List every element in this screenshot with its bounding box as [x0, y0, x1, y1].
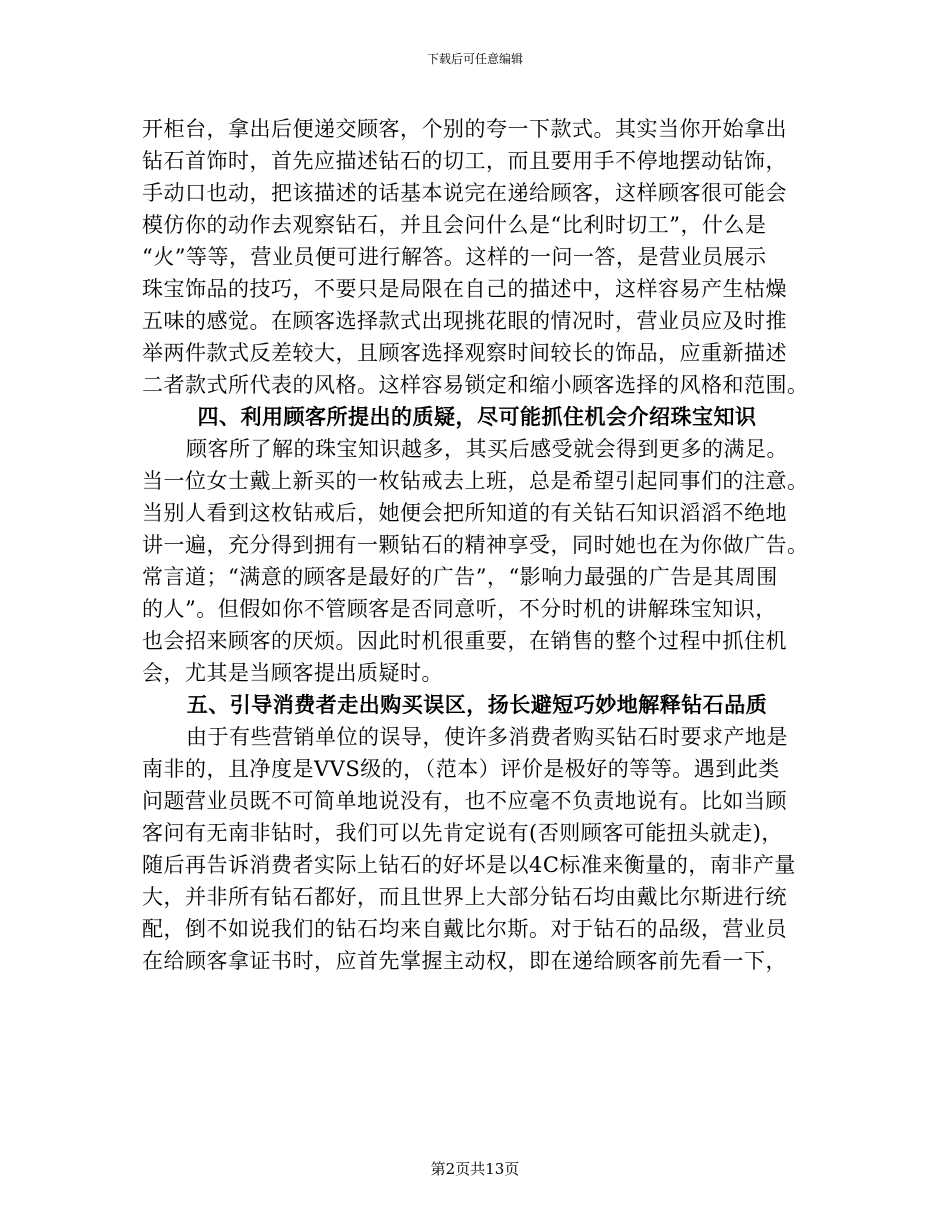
paragraph-line: 的人”。但假如你不管顾客是否同意听，不分时机的讲解珠宝知识， [142, 597, 777, 621]
paragraph-line: 随后再告诉消费者实际上钻石的好坏是以4C标准来衡量的，南非产量 [142, 853, 796, 877]
paragraph-line: 手动口也动，把该描述的话基本说完在递给顾客，这样顾客很可能会 [142, 181, 787, 205]
paragraph-line: 当别人看到这枚钻戒后，她便会把所知道的有关钻石知识滔滔不绝地 [142, 501, 787, 525]
paragraph-line: 珠宝饰品的技巧，不要只是局限在自己的描述中，这样容易产生枯燥 [142, 277, 787, 301]
section-heading: 四、利用顾客所提出的质疑，尽可能抓住机会介绍珠宝知识 [197, 404, 757, 429]
paragraph-line: 开柜台，拿出后便递交顾客，个别的夸一下款式。其实当你开始拿出 [142, 117, 787, 141]
paragraph-line: 问题营业员既不可简单地说没有，也不应毫不负责地说有。比如当顾 [142, 789, 787, 813]
paragraph-line: 南非的，且净度是VVS级的，（范本）评价是极好的等等。遇到此类 [142, 757, 780, 781]
paragraph-line: 当一位女士戴上新买的一枚钻戒去上班，总是希望引起同事们的注意。 [142, 469, 809, 493]
paragraph-line: 配，倒不如说我们的钻石均来自戴比尔斯。对于钻石的品级，营业员 [142, 917, 787, 941]
paragraph-line: 大，并非所有钻石都好，而且世界上大部分钻石均由戴比尔斯进行统 [142, 885, 787, 909]
paragraph-line: 举两件款式反差较大，且顾客选择观察时间较长的饰品，应重新描述 [142, 341, 787, 365]
paragraph-line: 也会招来顾客的厌烦。因此时机很重要，在销售的整个过程中抓住机 [142, 629, 787, 653]
page-header: 下载后可任意编辑 [426, 52, 523, 66]
paragraph-line: 讲一遍，充分得到拥有一颗钻石的精神享受，同时她也在为你做广告。 [142, 533, 809, 557]
paragraph-line: 客问有无南非钻时，我们可以先肯定说有(否则顾客可能扭头就走)， [142, 821, 783, 845]
paragraph-line: 钻石首饰时，首先应描述钻石的切工，而且要用手不停地摆动钻饰， [142, 149, 787, 173]
paragraph-line: 二者款式所代表的风格。这样容易锁定和缩小顾客选择的风格和范围。 [142, 373, 809, 397]
document-body [142, 113, 812, 977]
section-heading: 五、引导消费者走出购买误区，扬长避短巧妙地解释钻石品质 [186, 692, 768, 717]
paragraph-line: 常言道；“满意的顾客是最好的广告”，“影响力最强的广告是其周围 [142, 565, 778, 589]
paragraph-line: 五味的感觉。在顾客选择款式出现挑花眼的情况时，营业员应及时推 [142, 309, 787, 333]
paragraph-line: 在给顾客拿证书时，应首先掌握主动权，即在递给顾客前先看一下， [142, 949, 787, 973]
paragraph-line: 会，尤其是当顾客提出质疑时。 [142, 661, 443, 685]
paragraph-line: 顾客所了解的珠宝知识越多，其买后感受就会得到更多的满足。 [186, 437, 788, 461]
paragraph-line: “火”等等，营业员便可进行解答。这样的一问一答，是营业员展示 [142, 245, 767, 269]
page-footer: 第2页共13页 [430, 1160, 520, 1178]
paragraph-line: 模仿你的动作去观察钻石，并且会问什么是“比利时切工”，什么是 [142, 213, 767, 237]
paragraph-line: 由于有些营销单位的误导，使许多消费者购买钻石时要求产地是 [186, 725, 788, 749]
